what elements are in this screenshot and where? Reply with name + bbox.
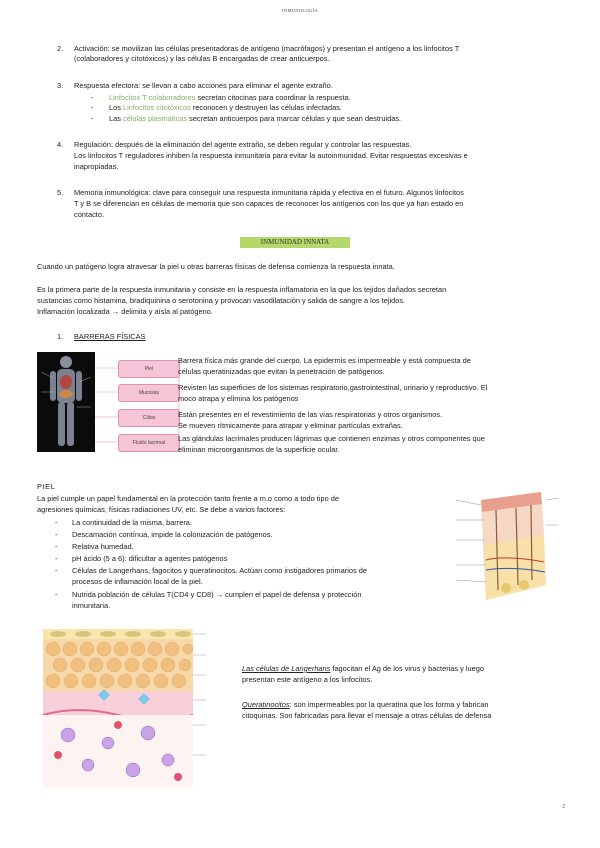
section-title: INMUNIDAD INNATA <box>240 237 350 248</box>
piel-intro: La piel cumple un papel fundamental en la protección tanto frente a m.o como a todo tipo de <box>37 494 339 503</box>
bullet-dash: - <box>55 530 58 539</box>
step-number: 5. <box>57 188 64 197</box>
barrier-desc: células queratinizadas que evitan la penetración de patógenos. <box>178 367 385 376</box>
barrier-desc: Están presentes en el revestimiento de las vías respiratorias y otros organismos. <box>178 410 443 419</box>
intro-line: sustancias como histamina, bradiquinina o serotonina y provocan vasodilatación y salida de sangre a los tejidos. <box>37 296 406 305</box>
barrier-box-piel: Piel <box>118 360 180 378</box>
langerhans-label: Las células de Langerhans <box>242 664 331 673</box>
intro-line: Inflamación localizada → delimita y aísla al patógeno. <box>37 307 213 316</box>
barrier-desc: moco atrapa y elimina los patógenos <box>178 394 299 403</box>
human-body-image <box>37 352 95 452</box>
barrier-desc: Barrera física más grande del cuerpo. La epidermis es impermeable y está compuesta de <box>178 356 471 365</box>
queratinocitos-line: citoquinas. Son fabricadas para llevar el mensaje a otras células de defensa <box>242 711 492 720</box>
piel-title: PIEL <box>37 482 56 491</box>
bullet-dash: - <box>55 542 58 551</box>
barrier-desc: Las glándulas lacrimales producen lágrimas que contienen enzimas y otros componentes que <box>178 434 485 443</box>
intro-line: Es la primera parte de la respuesta inmunitaria y consiste en la respuesta inflamatoria en la que los tejidos dañados secretan <box>37 285 447 294</box>
piel-intro: agresiones químicas, físicas radiaciones UV, etc. Se debe a varios factores: <box>37 505 286 514</box>
step-line: contacto. <box>74 210 104 219</box>
sub-item: - Los Linfocitos citotóxicos reconocen y destruyen las células infectadas. <box>91 103 342 112</box>
sub-item: - Las células plasmáticas secretan anticuerpos para marcar células y que sean destruidas. <box>91 114 402 123</box>
skin-cross-section-image <box>446 490 563 615</box>
step-line: Los linfocitos T reguladores inhiben la respuesta inmunitaria para evitar la autoinmunidad. Evitar respuestas excesivas e <box>74 151 468 160</box>
barrier-box-mucosas: Mucosas <box>118 384 180 402</box>
bullet-dash: - <box>55 554 58 563</box>
barrier-box-cilios: Cilios <box>118 409 180 427</box>
sub-item: - Linfocitos T colaboradores secretan citocinas para coordinar la respuesta. <box>91 93 351 102</box>
piel-item: Nutrida población de células T(CD4 y CD8) → cumplen el papel de defensa y protección <box>72 590 362 599</box>
piel-item: Relativa humedad. <box>72 542 134 551</box>
step-number: 3. <box>57 81 64 90</box>
piel-item-cont: inmunitaria. <box>72 601 111 610</box>
queratinocitos-label: Queratinocitos <box>242 700 290 709</box>
piel-item-cont: procesos de inflamación local de la piel. <box>72 577 203 586</box>
step-line: T y B se diferencian en células de memoria que son capaces de reconocer los antígenos con los que ya han estado en <box>74 199 464 208</box>
step-line: (colaboradores y citotóxicos) y las células B encargadas de crear anticuerpos. <box>74 54 330 63</box>
langerhans-line: presentan este antígeno a los linfocitos. <box>242 675 373 684</box>
barreras-number: 1. <box>57 332 64 341</box>
bullet-dash: - <box>55 518 58 527</box>
document-header: INMUNOLOGÍA <box>282 8 318 13</box>
step-number: 4. <box>57 140 64 149</box>
piel-item: La continuidad de la misma, barrera. <box>72 518 192 527</box>
barreras-title: BARRERAS FÍSICAS <box>74 332 146 341</box>
step-line: Activación: se movilizan las células presentadoras de antígeno (macrófagos) y presentan el antígeno a los linfocitos T <box>74 44 460 53</box>
step-number: 2. <box>57 44 64 53</box>
bullet-dash: - <box>55 590 58 599</box>
langerhans-paragraph: Las células de Langerhans fagocitan el Ag de los virus y bacterias y luego <box>242 664 484 673</box>
piel-item: Descamación contínua, impide la colonización de patógenos. <box>72 530 273 539</box>
queratinocitos-paragraph: Queratinocitos: son impermeables por la queratina que los forma y fabrican <box>242 700 489 709</box>
page-number: 2 <box>562 804 565 810</box>
intro-paragraph: Cuando un patógeno logra atravesar la piel u otras barreras físicas de defensa comienza la respuesta innata. <box>37 262 395 271</box>
barrier-desc: eliminan microorganismos de la superficie ocular. <box>178 445 340 454</box>
step-line: Memoria inmunológica: clave para conseguir una respuesta inmunitaria rápida y efectiva en el futuro. Algunos linfocitos <box>74 188 464 197</box>
connector-lines <box>95 360 119 450</box>
piel-item: pH ácido (5 a 6): dificultar a agentes patógenos <box>72 554 228 563</box>
step-line: Respuesta efectora: se llevan a cabo acciones para eliminar el agente extraño. <box>74 81 333 90</box>
barrier-desc: Revisten las superficies de los sistemas respiratorio,gastrointestinal, urinario y reproductivo. El <box>178 383 488 392</box>
epidermis-cells-diagram <box>38 625 233 789</box>
barrier-desc: Se mueven rítmicamente para atrapar y eliminar partículas extrañas. <box>178 421 403 430</box>
bullet-dash: - <box>55 566 58 575</box>
step-line: Regulación: después de la eliminación del agente extraño, se deben regular y controlar las respuestas. <box>74 140 412 149</box>
barrier-box-fluido-lacrimal: Fluido lacrimal <box>118 434 180 452</box>
step-line: inapropiadas. <box>74 162 119 171</box>
piel-item: Células de Langerhans, fagocitos y queratinocitos. Actúan como instigadores primarios de <box>72 566 367 575</box>
